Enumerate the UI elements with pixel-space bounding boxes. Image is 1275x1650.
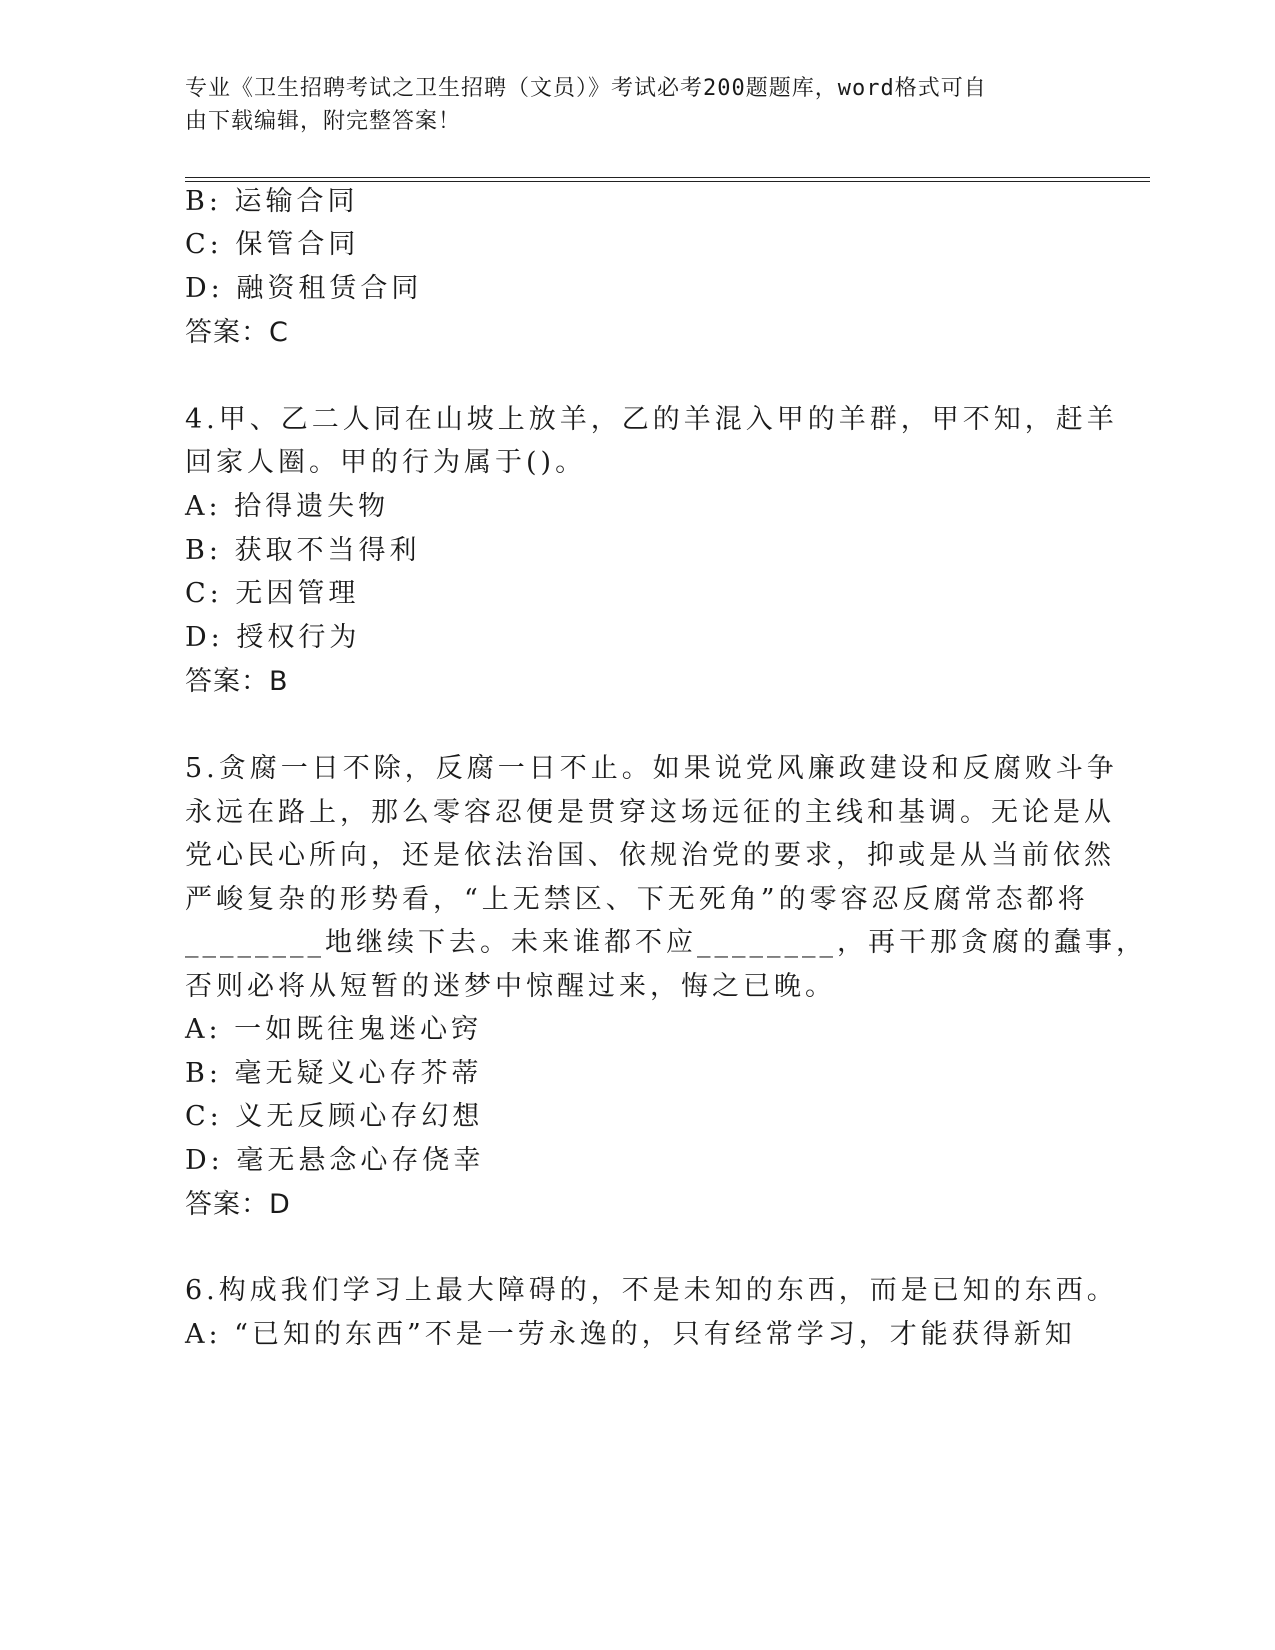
- q5-option-b: B: 毫无疑义心存芥蒂: [185, 1058, 483, 1089]
- q4-option-b: B: 获取不当得利: [185, 535, 421, 566]
- q5-option-a: A: 一如既往鬼迷心窍: [185, 1014, 483, 1045]
- header-divider-top: [185, 177, 1150, 178]
- q3-option-c: C: 保管合同: [185, 229, 360, 260]
- q5-option-c: C: 义无反顾心存幻想: [185, 1101, 484, 1132]
- q6-stem-line-1: 6.构成我们学习上最大障碍的，不是未知的东西，而是已知的东西。: [185, 1275, 1118, 1306]
- q3-option-d: D: 融资租赁合同: [185, 273, 423, 304]
- q5-stem-line-6: 否则必将从短暂的迷梦中惊醒过来，悔之已晚。: [185, 971, 836, 1002]
- q5-stem-line-3: 党心民心所向，还是依法治国、依规治党的要求，抑或是从当前依然: [185, 840, 1115, 871]
- header-divider-bottom: [185, 181, 1150, 182]
- q5-stem-line-2: 永远在路上，那么零容忍便是贯穿这场远征的主线和基调。无论是从: [185, 797, 1115, 828]
- q5-stem-line-5: ________地继续下去。未来谁都不应________，再干那贪腐的蠢事，: [185, 927, 1147, 958]
- q5-answer: 答案：D: [185, 1189, 291, 1220]
- header-line-1: 专业《卫生招聘考试之卫生招聘（文员）》考试必考200题题库，word格式可自: [185, 76, 987, 101]
- document-header: [185, 72, 1065, 138]
- header-line-2: 由下载编辑，附完整答案！: [185, 109, 462, 134]
- q4-option-a: A: 拾得遗失物: [185, 491, 390, 522]
- q4-answer: 答案：B: [185, 666, 289, 697]
- q4-stem-line-2: 回家人圈。甲的行为属于()。: [185, 447, 587, 478]
- q6-option-a: A: “已知的东西”不是一劳永逸的，只有经常学习，才能获得新知: [185, 1319, 1076, 1350]
- q4-option-d: D: 授权行为: [185, 622, 361, 653]
- q4-stem-line-1: 4.甲、乙二人同在山坡上放羊，乙的羊混入甲的羊群，甲不知，赶羊: [185, 404, 1118, 435]
- q3-option-b: B: 运输合同: [185, 186, 359, 217]
- q3-answer: 答案：C: [185, 317, 289, 348]
- q5-stem-line-1: 5.贪腐一日不除，反腐一日不止。如果说党风廉政建设和反腐败斗争: [185, 753, 1118, 784]
- q5-option-d: D: 毫无悬念心存侥幸: [185, 1145, 485, 1176]
- q5-stem-line-4: 严峻复杂的形势看，“上无禁区、下无死角”的零容忍反腐常态都将: [185, 884, 1089, 915]
- q4-option-c: C: 无因管理: [185, 578, 360, 609]
